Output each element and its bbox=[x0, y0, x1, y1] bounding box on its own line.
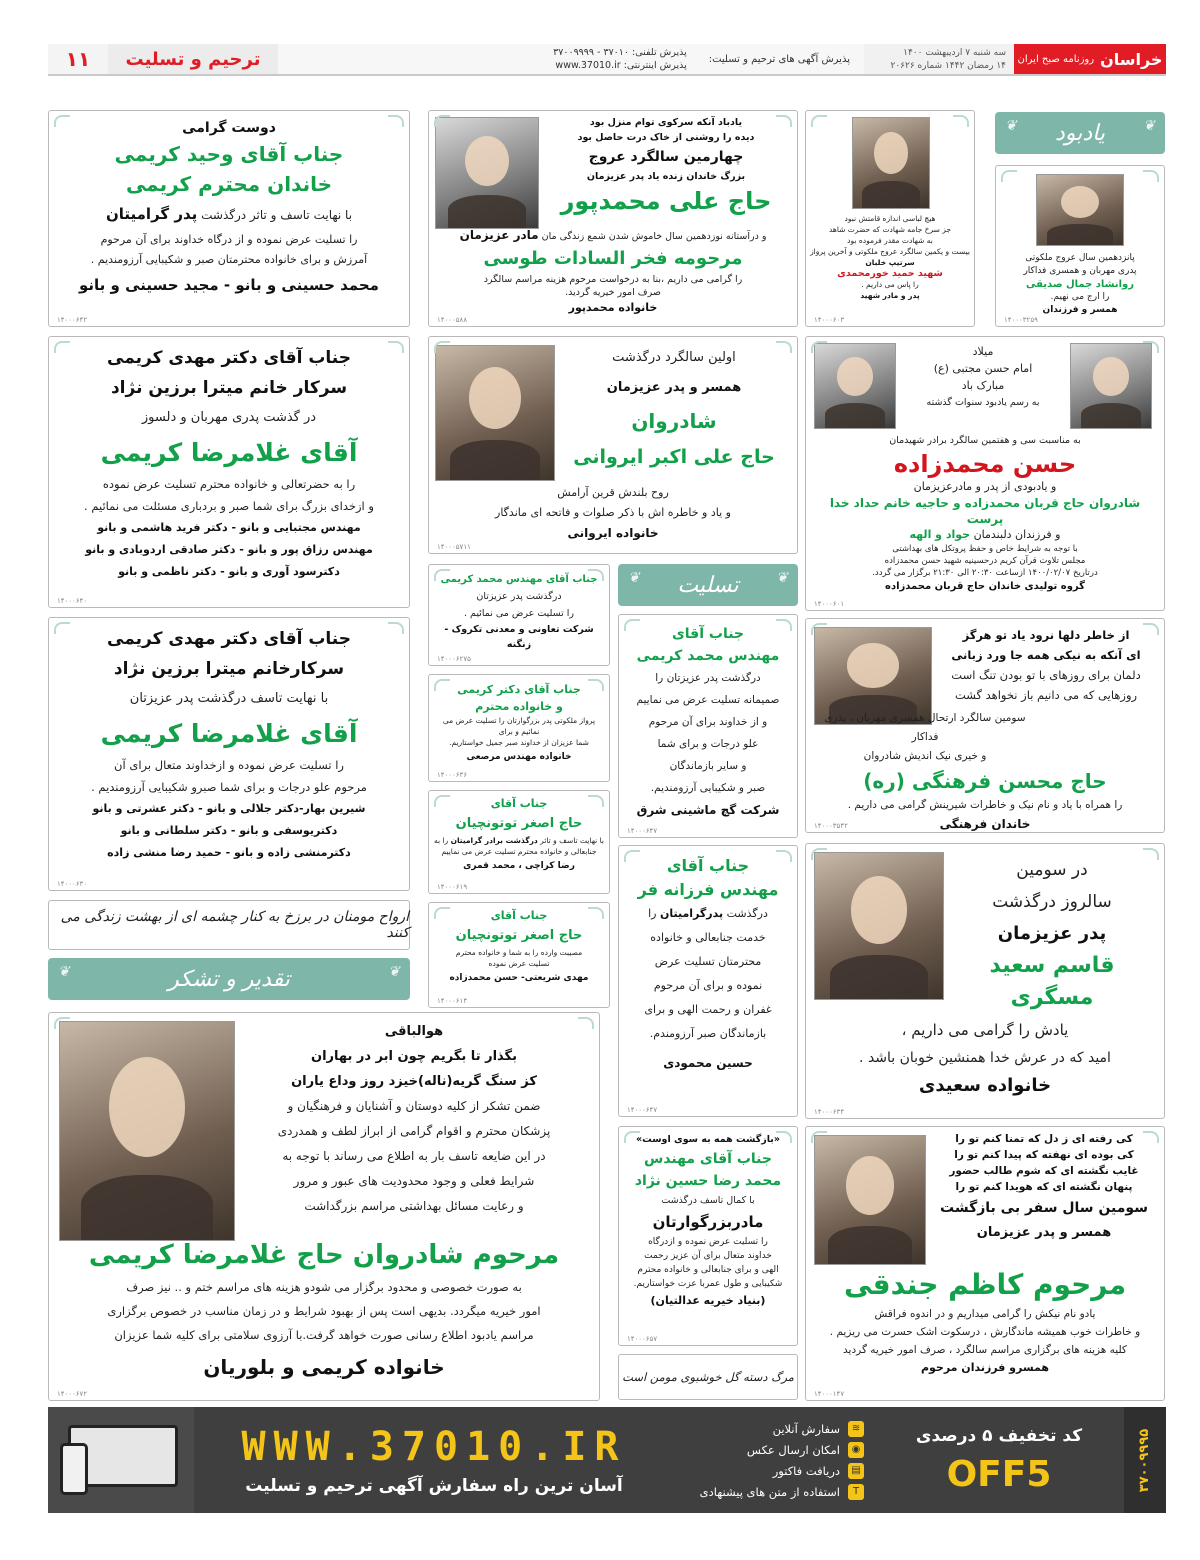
deceased-photo bbox=[435, 117, 539, 229]
condolence-ad-small3[interactable] bbox=[428, 790, 610, 894]
ad-signature: خاندان فرهنگی bbox=[939, 817, 1031, 831]
footer-phone-number: ۳۷۰۰۹۹۹۵ bbox=[1137, 1428, 1153, 1492]
ad-line: صرف امور خیریه گردید. bbox=[565, 287, 661, 298]
feature-item bbox=[674, 1442, 864, 1458]
ad-line: سالروز درگذشت bbox=[992, 892, 1112, 912]
ad-line: مبارک باد bbox=[961, 379, 1005, 392]
ad-line: بازماندگان صبر آرزومندم. bbox=[649, 1027, 767, 1040]
taslit-banner: ❦ تسلیت ❦ bbox=[618, 564, 798, 606]
ad-line: سرتیپ خلبان bbox=[865, 258, 915, 267]
ad-code: ۱۴۰۰۰۶۳۴ bbox=[814, 1108, 845, 1116]
ad-line: مرحوم علو درجات و برای شما صبرو شکیبایی آرزومندیم . bbox=[91, 780, 367, 794]
recipient-name: جناب آقای دکتر مهدی کریمی bbox=[107, 629, 351, 649]
ad-line: با نهایت تاسف و تاثر bbox=[540, 836, 605, 845]
thank-you-ad-gholamreza[interactable] bbox=[48, 1012, 600, 1401]
ad-signature: (بنیاد خیریه عدالتیان) bbox=[650, 1294, 766, 1307]
ad-code: ۱۴۰۰۰۶۲۷۵ bbox=[437, 655, 471, 663]
ad-signature: حسین محمودی bbox=[663, 1056, 753, 1070]
ad-line: پدر گرامیتان bbox=[105, 205, 198, 223]
ad-title: جناب آقای bbox=[671, 626, 745, 642]
condolence-ad-farzanehfar[interactable] bbox=[618, 845, 798, 1117]
ad-code: ۱۴۰۰۰۶۴۰ bbox=[57, 597, 88, 605]
discount-code[interactable]: OFF5 bbox=[946, 1453, 1052, 1495]
ad-signature: مهندس رزاق پور و بانو - دکتر صادقی اردوبادی و بانو bbox=[85, 543, 373, 556]
feature-list bbox=[674, 1407, 874, 1513]
ad-line: اولین سالگرد درگذشت bbox=[612, 350, 736, 365]
poem-line: پنهان نگشته ای که هویدا کنم تو را bbox=[955, 1181, 1133, 1193]
ad-signature: خانواده سعیدی bbox=[918, 1075, 1052, 1096]
ad-line: یادش را گرامی می داریم ، bbox=[901, 1021, 1069, 1039]
ad-signature: محمد حسینی و بانو - مجید حسینی و بانو bbox=[79, 276, 379, 294]
poem-line: کی رفته ای ز دل که تمنا کنم تو را bbox=[955, 1133, 1133, 1145]
feature-label: امکان ارسال عکس bbox=[746, 1442, 840, 1457]
deceased-photo bbox=[59, 1021, 235, 1241]
ad-line: شکیبایی و طول عمربا عزت خواستاریم. bbox=[633, 1279, 783, 1289]
ad-reception-label: پذیرش آگهی های ترحیم و تسلیت: bbox=[708, 53, 850, 65]
condolence-ad-mahdi-2[interactable] bbox=[48, 617, 410, 891]
ad-code: ۱۴۰۰۰۶۴۷ bbox=[627, 827, 658, 835]
ad-title: جناب آقای bbox=[490, 909, 548, 922]
deceased-photo bbox=[814, 852, 944, 1000]
ad-line: را bbox=[648, 907, 657, 920]
feature-item bbox=[674, 1484, 864, 1500]
deceased-name: حاج محسن فرهنگی (ره) bbox=[863, 769, 1107, 793]
ad-line: کلیه هزینه های برگزاری مراسم سالگرد ، صرف امور خیریه گردید bbox=[843, 1344, 1127, 1356]
ad-line: و فرزندان دلبندمان bbox=[973, 528, 1061, 541]
yadbood-banner: ❦ یادبود ❦ bbox=[995, 112, 1165, 154]
ad-line: پانزدهمین سال عروج ملکوتی bbox=[1025, 253, 1135, 263]
deceased-children: جواد و الهه bbox=[909, 528, 971, 541]
deceased-photo bbox=[1036, 174, 1124, 246]
poem-line: کی بوده ای نهفته که پیدا کنم تو را bbox=[954, 1149, 1134, 1161]
ad-line: را به bbox=[433, 836, 449, 845]
discount-label: کد تخفیف ۵ درصدی bbox=[915, 1425, 1083, 1446]
ad-line: آمرزش و برای خانواده محترمتان صبر و شکیبایی آرزومندیم . bbox=[90, 253, 368, 266]
ad-line: با نهایت تاسف درگذشت پدر عزیزتان bbox=[129, 691, 329, 706]
ad-line: به صورت خصوصی و محدود برگزار می شودو هزینه های مراسم ختم و .. نیز صرف bbox=[126, 1280, 522, 1294]
ad-line: پدرگرامیتان bbox=[659, 907, 724, 920]
martyr-name: شهید حمید خورمحمدی bbox=[837, 268, 943, 279]
poem-line: ای آنکه به نیکی همه جا ورد زبانی bbox=[951, 648, 1141, 662]
martyr-photo bbox=[852, 117, 930, 209]
footer-phone[interactable] bbox=[1124, 1407, 1166, 1513]
deceased-parents: شادروان حاج قربان محمدزاده و حاجیه خانم حداد خدا پرست bbox=[829, 496, 1141, 526]
condolence-ad-vahid[interactable] bbox=[48, 110, 410, 327]
ad-signature: رضا کراچی ، محمد قمری bbox=[463, 861, 575, 871]
ad-line: هیچ لباسی اندازه قامتش نبود bbox=[844, 214, 936, 223]
recipient-name-2: سرکار خانم میترا برزین نژاد bbox=[110, 378, 348, 398]
memorial-ad-jamal[interactable] bbox=[995, 165, 1165, 327]
deceased-name: آقای غلامرضا کریمی bbox=[100, 719, 358, 748]
ad-line: «بازگشت همه به سوی اوست» bbox=[636, 1134, 780, 1145]
condolence-ad-mkarimi[interactable] bbox=[618, 614, 798, 838]
ad-line: را به حضرتعالی و خانواده محترم تسلیت عرض نموده bbox=[102, 477, 356, 491]
condolence-ad-mahdi-1[interactable] bbox=[48, 336, 410, 608]
ad-code: ۱۴۰۰۰۶۳۰ bbox=[57, 880, 88, 888]
memorial-ad-farhangi[interactable] bbox=[805, 618, 1165, 833]
ad-line: پدر عزیزمان bbox=[997, 923, 1107, 944]
ad-code: ۱۴۰۰۰۶۳۶ bbox=[437, 771, 468, 779]
discount-code-block bbox=[874, 1407, 1124, 1513]
ad-signature: همسرو فرزندان مرحوم bbox=[920, 1361, 1050, 1374]
ad-line: با توجه به شرایط خاص و حفظ پروتکل های بهداشتی bbox=[892, 544, 1078, 554]
ad-line: مادر عزیزمان bbox=[459, 228, 539, 242]
ad-signature: خانواده کریمی و بلوریان bbox=[203, 1355, 445, 1379]
ad-code: ۱۴۰۰۰۵۷۱۱ bbox=[437, 543, 471, 551]
ad-code: ۱۴۰۰۰۳۲۵۹ bbox=[1004, 316, 1038, 324]
ad-line: و درآستانه نوزدهمین سال خاموش شدن شمع زندگی مان bbox=[541, 231, 767, 242]
ad-signature: دکتریوسفی و بانو - دکتر سلطانی و بانو bbox=[120, 824, 338, 837]
ad-line: در گذشت پدری مهربان و دلسوز bbox=[141, 410, 317, 425]
memorial-ad-jandaghi[interactable] bbox=[805, 1126, 1165, 1401]
ad-line: به رسم یادبود سنوات گذشته bbox=[926, 397, 1040, 408]
ad-line: و خیری نیک اندیش شادروان bbox=[863, 750, 987, 762]
ad-line: پرواز ملکوتی پدر بزرگوارتان را تسلیت عرض می نمائیم و برای bbox=[442, 716, 596, 736]
ad-title-2: و خانواده محترم bbox=[475, 700, 563, 713]
ad-line: ضمن تشکر از کلیه دوستان و آشنایان و فرهنگیان و bbox=[287, 1099, 541, 1113]
reception-contacts bbox=[553, 46, 687, 72]
martyr-photo bbox=[814, 343, 896, 429]
martyr-name: حسن محمدزاده bbox=[893, 450, 1077, 478]
ad-line: را تسلیت عرض نموده و ازدرگاه bbox=[648, 1237, 768, 1247]
footer-main bbox=[194, 1407, 674, 1513]
taghdir-banner: ❦ تقدیر و تشکر ❦ bbox=[48, 958, 410, 1000]
page-number: ۱۱ bbox=[48, 44, 108, 74]
feature-label: سفارش آنلاین bbox=[772, 1421, 840, 1436]
ad-line: مراسم یادبود اطلاع رسانی صورت خواهد گرفت.با آرزوی سلامتی برای کلیه شما عزیزان bbox=[114, 1328, 534, 1342]
ad-signature: خانواده مهندس مرصعی bbox=[466, 752, 572, 762]
ad-title: جناب آقای مهندس bbox=[644, 1151, 772, 1167]
footer-advertisement[interactable] bbox=[48, 1407, 1166, 1513]
ad-title: جناب آقای bbox=[666, 856, 750, 875]
text-icon: T bbox=[848, 1484, 864, 1500]
invoice-icon: ▤ bbox=[848, 1463, 864, 1479]
ad-code: ۱۴۰۰۰۱۴۷ bbox=[814, 1390, 845, 1398]
ad-signature: مهندس مجتبایی و بانو - دکتر فرید هاشمی و بانو bbox=[97, 521, 361, 534]
issue-date-line2: ۱۴ رمضان ۱۴۴۲ شماره ۲۰۶۲۶ bbox=[890, 61, 1006, 71]
feature-item bbox=[674, 1463, 864, 1479]
ad-line: در این ضایعه تاسف بار به اطلاع می رساند با توجه به bbox=[282, 1149, 546, 1163]
condolence-ad-hosseinnejad[interactable] bbox=[618, 1126, 798, 1346]
ad-line: غفران و رحمت الهی و برای bbox=[644, 1003, 772, 1016]
ad-signature: پدر و مادر شهید bbox=[860, 291, 920, 300]
ad-signature: دکترسود آوری و بانو - دکتر ناظمی و بانو bbox=[118, 565, 340, 578]
ad-code: ۱۴۰۰۰۶۴۲ bbox=[57, 316, 88, 324]
ad-line: صمیمانه تسلیت عرض می نماییم bbox=[636, 694, 780, 706]
ad-line: در سومین bbox=[1016, 860, 1088, 880]
deceased-name: حاج علی اکبر ایروانی bbox=[573, 446, 775, 468]
reception-web[interactable]: پذیرش اینترنتی: www.37010.ir bbox=[555, 60, 687, 71]
ad-signature: مهدی شریعتی- حسن محمدزاده bbox=[449, 973, 589, 983]
ad-line: امام حسن مجتبی (ع) bbox=[933, 362, 1033, 375]
deceased-name: روانشاد جمال صدیقی bbox=[1025, 279, 1135, 290]
ad-signature: شرکت گچ ماشینی شرق bbox=[636, 803, 780, 817]
ad-line: با کمال تاسف درگذشت bbox=[661, 1195, 755, 1206]
deceased-name: آقای غلامرضا کریمی bbox=[100, 438, 358, 467]
page-header bbox=[48, 44, 1166, 76]
feature-item bbox=[674, 1421, 864, 1437]
poem-line: غایب نگشته ای که شوم طالب حضور bbox=[949, 1165, 1139, 1177]
camera-icon: ◉ bbox=[848, 1442, 864, 1458]
ad-line: صبر و شکیبایی آرزومندیم. bbox=[650, 782, 766, 794]
father-photo bbox=[1070, 343, 1152, 429]
ad-code: ۱۴۰۰۰۵۸۸ bbox=[437, 316, 468, 324]
ad-line: پزشکان محترم و اقوام گرامی از ابراز لطف و همدردی bbox=[277, 1124, 551, 1138]
recipient-family: خاندان محترم کریمی bbox=[125, 172, 333, 196]
ad-line: جز سرخ جامه شهادت که حضرت شاهد bbox=[828, 225, 952, 234]
deceased-name-2: مرحومه فخر السادات طوسی bbox=[483, 248, 743, 269]
ad-line: را همراه با یاد و نام نیک و خاطرات شیرینش گرامی می داریم . bbox=[847, 799, 1123, 811]
ad-line: شادروان bbox=[631, 409, 717, 433]
ad-signature: دکترمنشی زاده و بانو - حمید رضا منشی زاده bbox=[107, 846, 351, 859]
condolence-ad-small4[interactable] bbox=[428, 902, 610, 1008]
ad-line: نموده و برای آن مرحوم bbox=[653, 979, 763, 992]
issue-date bbox=[864, 44, 1014, 74]
ad-signature: شرکت تعاونی و معدنی تکروک - زنگنه bbox=[444, 624, 594, 650]
ad-line: الهی و برای جنابعالی و خانواده محترم bbox=[637, 1265, 779, 1275]
ad-title: جناب آقای دکتر کریمی bbox=[457, 683, 581, 696]
ad-signature: همسر و فرزندان bbox=[1042, 305, 1118, 315]
deceased-name: مرحوم کاظم جندقی bbox=[843, 1268, 1127, 1301]
ad-line: دوست گرامی bbox=[182, 120, 276, 136]
feature-label: استفاده از متن های پیشنهادی bbox=[699, 1484, 840, 1499]
ad-code: ۱۴۰۰۰۶۰۱ bbox=[814, 600, 845, 608]
deceased-relation: مادربزرگوارتان bbox=[652, 1213, 764, 1231]
ad-signature: خانواده محمدپور bbox=[568, 301, 658, 314]
ad-line: تسلیت عرض نموده bbox=[488, 959, 550, 968]
ad-code: ۱۴۰۰۰۶۱۹ bbox=[437, 883, 468, 891]
ad-line: یادو نام نیکش را گرامی میداریم و در اندوه فراقش bbox=[874, 1308, 1096, 1320]
ad-line: و از خداوند برای آن مرحوم bbox=[648, 716, 768, 728]
deceased-name: قاسم سعید مسگری bbox=[989, 953, 1115, 1010]
memorial-ad-mohammadzadeh-wide[interactable] bbox=[805, 336, 1165, 611]
ad-line: شما عزیزان از خداوند صبر جمیل خواستاریم. bbox=[449, 738, 589, 747]
mobile-phone-icon bbox=[60, 1443, 88, 1495]
memorial-ad-irvani[interactable] bbox=[428, 336, 798, 554]
ad-line: بیست و یکمین سالگرد عروج ملکوتی و آخرین پرواز bbox=[810, 247, 970, 256]
recipient-name: محمد رضا حسین نژاد bbox=[634, 1173, 782, 1189]
ad-line: و خاطرات خوب همیشه ماندگارش ، درسکوت اشک حسرت می ریزیم . bbox=[829, 1326, 1141, 1338]
deceased-name: مرحوم شادروان حاج غلامرضا کریمی bbox=[88, 1240, 560, 1270]
ad-line: هوالباقی bbox=[384, 1024, 444, 1039]
poem-line: یادباد آنکه سرکوی توام منزل بود bbox=[589, 117, 743, 128]
ad-title: جناب آقای مهندس محمد کریمی bbox=[440, 574, 598, 585]
ad-line: امید که در عرش خدا همنشین خوبان باشد . bbox=[859, 1050, 1111, 1066]
ad-line: با نهایت تاسف و تاثر درگذشت bbox=[201, 208, 353, 222]
ad-signature: شیرین بهار-دکتر جلالی و بانو - دکتر عشرتی و بانو bbox=[92, 802, 366, 815]
devices-illustration bbox=[48, 1407, 194, 1513]
feature-label: دریافت فاکتور bbox=[772, 1463, 840, 1478]
ad-line: درگذشت bbox=[726, 907, 768, 920]
ad-reception-info bbox=[278, 44, 864, 74]
ad-line: را پاس می داریم . bbox=[861, 280, 919, 289]
deceased-photo bbox=[435, 345, 555, 481]
quote-box-2: مرگ دسته گل خوشبوی مومن است bbox=[618, 1354, 798, 1400]
ad-title: جناب آقای bbox=[490, 797, 548, 810]
ad-code: ۱۴۰۰۰۶۷۲ bbox=[57, 1390, 88, 1398]
ad-line: به مناسبت سی و هفتمین سالگرد برادر شهیدمان bbox=[889, 435, 1081, 446]
deceased-name: حاج علی محمدپور bbox=[560, 187, 772, 215]
ad-line: را تسلیت عرض نموده و ازخداوند متعال برای آن bbox=[114, 758, 344, 772]
deceased-photo bbox=[814, 1135, 926, 1265]
ad-line: را تسلیت عرض نموده و از درگاه خداوند برای آن مرحوم bbox=[100, 233, 358, 246]
ad-line: امور خیریه میگردد. بدیهی است پس از بهبود شرایط و در زمان مناسب در خصوص برگزاری bbox=[107, 1304, 541, 1318]
brand-name: روزنامه صبح ایران bbox=[1017, 53, 1095, 65]
ad-line: سومین سالگرد ارتحال همسری مهربان ، پدری فداکار bbox=[824, 712, 1026, 743]
poem-line: از خاطر دلها نرود یاد تو هرگز bbox=[962, 628, 1130, 642]
poem-line: دیده را روشنی از خاک درت حاصل بود bbox=[577, 132, 755, 143]
recipient-name-2: سرکارخانم میترا برزین نژاد bbox=[113, 659, 345, 679]
newspaper-brand[interactable] bbox=[1014, 44, 1166, 74]
ad-line: چهارمین سالگرد عروج bbox=[588, 149, 744, 165]
ad-code: ۱۴۰۰۰۶۴۷ bbox=[627, 1106, 658, 1114]
ad-line: و یادبودی از پدر و مادرعزیزمان bbox=[913, 480, 1057, 493]
ad-code: ۱۴۰۰۰۶۰۳ bbox=[814, 316, 845, 324]
recipient-name: جناب آقای وحید کریمی bbox=[114, 142, 344, 166]
recipient-name: حاج اصغر توتونچیان bbox=[455, 928, 583, 943]
ad-line: جنابعالی و خانواده محترم تسلیت عرض می نماییم bbox=[441, 847, 597, 856]
ad-line: محترمتان تسلیت عرض bbox=[654, 955, 762, 968]
recipient-name: مهندس فرزانه فر bbox=[637, 880, 779, 899]
ad-line: و ازخدای بزرگ برای شما صبر و بردباری مسئلت می نمائیم . bbox=[84, 499, 374, 513]
ad-line: و رعایت مسائل بهداشتی مراسم بزرگداشت bbox=[304, 1199, 524, 1213]
quote-box-1: ارواح مومنان در برزخ به کنار چشمه ای از بهشت زندگی می کنند bbox=[48, 900, 410, 950]
ad-line: همسر و پدر عزیزمان bbox=[976, 1225, 1112, 1240]
ad-line: همسر و پدر عزیزمان bbox=[606, 380, 742, 395]
issue-date-line1: سه شنبه ۷ اردیبهشت ۱۴۰۰ bbox=[903, 48, 1006, 58]
section-title: ترحیم و تسلیت bbox=[108, 44, 278, 74]
ad-line: و سایر بازماندگان bbox=[669, 760, 747, 772]
ad-code: ۱۴۰۰۰۶۱۴ bbox=[437, 997, 468, 1005]
reception-phone[interactable]: پذیرش تلفنی: ۳۷۰۱۰ - ۳۷۰۰۹۹۹۹ bbox=[553, 47, 687, 58]
ad-line: علو درجات و برای شما bbox=[657, 738, 759, 750]
brand-logo: خراسان bbox=[1100, 49, 1163, 69]
ad-line: درگذشت برادر گرامیتان bbox=[450, 836, 538, 845]
condolence-ad-small2[interactable] bbox=[428, 674, 610, 782]
ad-line: خداوند متعال برای آن عزیز رحمت bbox=[644, 1251, 772, 1261]
ad-line: پدری مهربان و همسری فداکار bbox=[1023, 266, 1137, 276]
ad-line: مجلس تلاوت قرآن کریم درحسینیه شهید حسن محمدزاده bbox=[884, 556, 1086, 566]
recipient-name: حاج اصغر توتونچیان bbox=[455, 816, 583, 831]
ad-line: را گرامی می داریم ،بنا به درخواست مرحوم هزینه مراسم سالگرد bbox=[483, 274, 743, 285]
memorial-ad-khormohammadi[interactable] bbox=[805, 110, 975, 327]
ad-line: روح بلندش قرین آرامش bbox=[557, 486, 669, 499]
ad-line: خدمت جنابعالی و خانواده bbox=[650, 931, 766, 944]
ad-line: را تسلیت عرض می نمائیم . bbox=[463, 608, 575, 619]
ad-code: ۱۴۰۰۰۶۵۷ bbox=[627, 1335, 658, 1343]
memorial-ad-masgari[interactable] bbox=[805, 843, 1165, 1119]
ad-line: دلمان برای روزهای با تو بودن تنگ است bbox=[951, 668, 1141, 682]
memorial-ad-mohammadpour[interactable] bbox=[428, 110, 798, 327]
recipient-name: جناب آقای دکتر مهدی کریمی bbox=[107, 348, 351, 368]
ad-line: روزهایی که می دانیم باز نخواهد گشت bbox=[954, 688, 1138, 702]
condolence-ad-small1[interactable] bbox=[428, 564, 610, 666]
website-url[interactable]: WWW.37010.IR bbox=[241, 1424, 627, 1470]
ad-signature: خانواده ایروانی bbox=[567, 526, 659, 540]
ad-line: را ارج می نهیم. bbox=[1050, 292, 1110, 302]
ad-line: به شهادت مقدر فرموده بود bbox=[847, 236, 933, 245]
ad-line: میلاد bbox=[972, 345, 994, 358]
ad-signature: گروه تولیدی خاندان حاج قربان محمدزاده bbox=[885, 581, 1085, 592]
poem-line: بگذار تا بگریم چون ابر در بهاران bbox=[311, 1049, 517, 1064]
footer-tagline: آسان ترین راه سفارش آگهی ترحیم و تسلیت bbox=[245, 1476, 623, 1496]
wifi-icon: ≋ bbox=[848, 1421, 864, 1437]
ad-line: و یاد و خاطره اش با ذکر صلوات و فاتحه ای ماندگار bbox=[495, 506, 731, 519]
ad-code: ۱۴۰۰۰۳۵۴۲ bbox=[814, 822, 848, 830]
ad-line: بزرگ خاندان زنده یاد پدر عزیزمان bbox=[586, 171, 746, 182]
ad-line: مصیبت وارده را به شما و خانواده محترم bbox=[455, 948, 583, 957]
ad-line: درگذشت پدر عزیزتان bbox=[476, 591, 562, 602]
recipient-name: مهندس محمد کریمی bbox=[636, 648, 780, 664]
ad-line: درتاریخ ۱۴۰۰/۰۲/۰۷ ازساعت ۲۰:۳۰ الی ۲۱:۳۰ برگزار می گردد. bbox=[872, 568, 1098, 578]
ad-line: شرایط فعلی و وجود محدودیت های عبور و مرور bbox=[293, 1174, 535, 1188]
ad-line: سومین سال سفر بی بازگشت bbox=[940, 1200, 1148, 1216]
poem-line: کز سنگ گریه(ناله)خیزد روز وداع یاران bbox=[291, 1074, 537, 1089]
ad-line: درگذشت پدر عزیزتان را bbox=[655, 672, 761, 684]
